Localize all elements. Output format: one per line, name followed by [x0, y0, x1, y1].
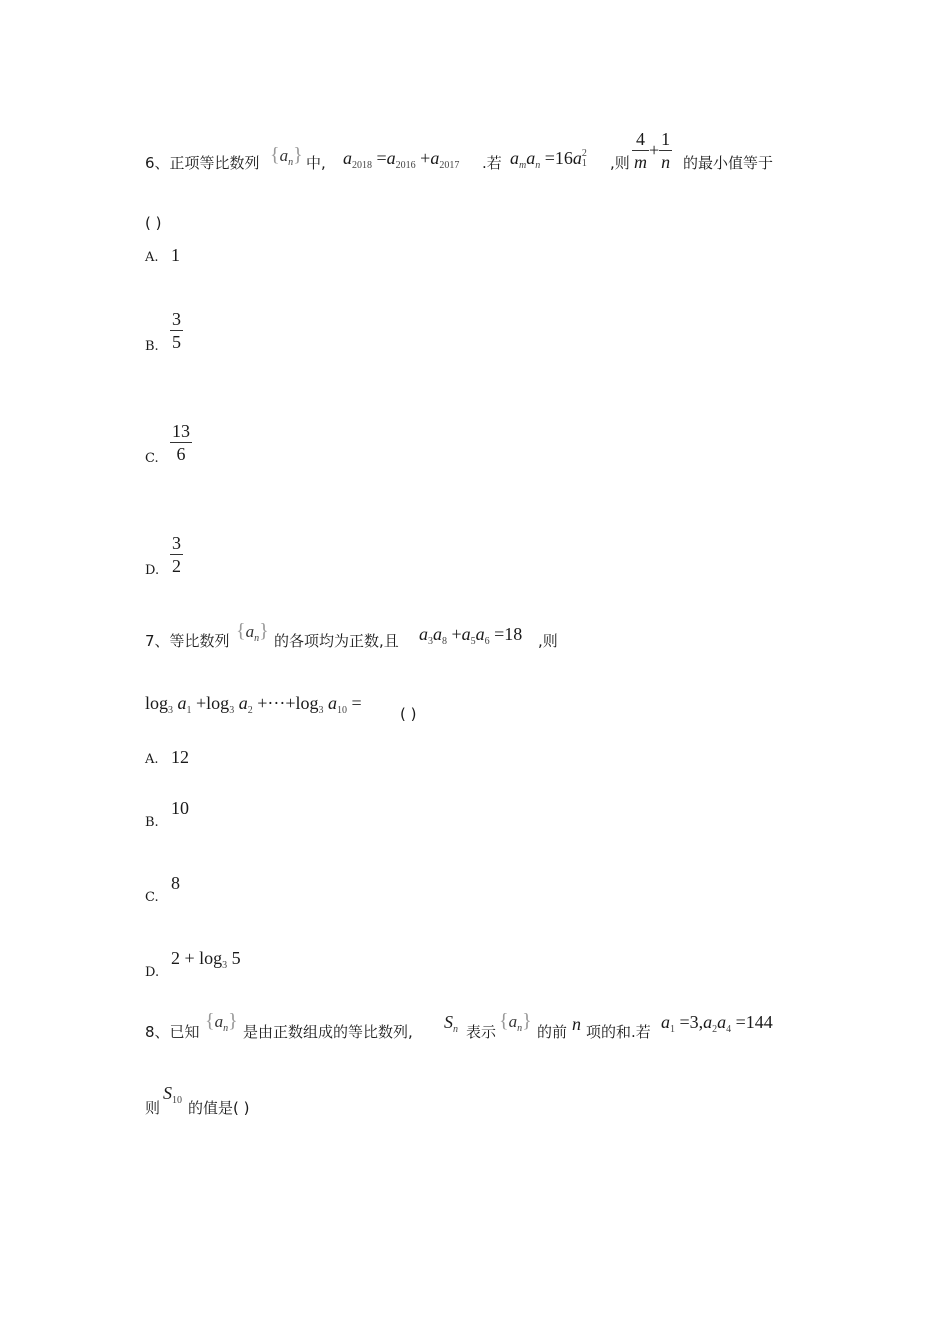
q7-number: 7、 [145, 632, 170, 650]
q6-text-1: 正项等比数列 [169, 154, 260, 172]
q6-option-b-label: B. [145, 339, 159, 354]
q6-text-3: .若 [482, 154, 502, 172]
q7-text-2: 的各项均为正数,且 [274, 632, 399, 650]
q8-sequence-an-1: $\{a_n\}$ [205, 1010, 238, 1034]
q6-option-a-label: A. [145, 250, 159, 265]
q6-option-a-value: 1 [171, 245, 180, 265]
q8-n: n [572, 1014, 581, 1034]
q8-line2-prefix: 则 [145, 1099, 161, 1117]
q7-option-b-value: 10 [171, 798, 189, 818]
q6-option-c-label: C. [145, 451, 159, 466]
q7-text-1: 等比数列 [169, 632, 230, 650]
q6-text-2: 中, [306, 154, 326, 172]
q8-text-2: 是由正数组成的等比数列, [243, 1023, 413, 1041]
q6-text-4: ,则 [610, 154, 630, 172]
q6-option-c-fraction: $\frac{13}{6}$ [172, 421, 190, 464]
q7-text-3: ,则 [538, 632, 558, 650]
q6-text-5: 的最小值等于 [683, 154, 774, 172]
q7-option-a-value: 12 [171, 747, 189, 767]
q7-sequence-an: $\{a_n\}$ [236, 620, 269, 644]
q6-line1 [145, 152, 260, 173]
q6-option-d-label: D. [145, 563, 160, 578]
q8-line2-text: 的值是( ) [188, 1099, 250, 1117]
q6-condition: $a_ma_n =16a$ 2 1 [510, 148, 587, 171]
q8-text-5: 项的和.若 [586, 1023, 651, 1041]
q6-option-b-fraction: $\frac{3}{5}$ [172, 309, 181, 352]
q7-option-c-label: C. [145, 890, 159, 905]
q8-text-3: 表示 [466, 1023, 497, 1041]
q8-sequence-an-2: $\{a_n\}$ [499, 1010, 532, 1034]
q8-number: 8、 [145, 1023, 170, 1041]
q6-expression: $\frac{4}{m}$ + $\frac{1}{n}$ [634, 129, 671, 172]
q7-option-c-value: 8 [171, 873, 180, 893]
q6-sequence-an: $\{a_n\}$ [270, 144, 303, 168]
q7-condition: $a_3a_8 +a_5a_6 =18$ [419, 624, 523, 647]
q7-log-sum: $\log_3 a_1 +\log_3$ $a_2 +\cdot\cdot\cdot+\log_3$ $a_{10}$ = [145, 693, 362, 716]
q6-number: 6、 [145, 154, 170, 172]
q8-s10: $S_{10}$ [163, 1083, 182, 1106]
q8-condition: $a_1 =3,a_2a_4 =144$ [661, 1012, 773, 1035]
q7-option-b-label: B. [145, 815, 159, 830]
q7-option-d-value: $2 + \log_3 5$ [171, 948, 241, 971]
q6-option-d-fraction: $\frac{3}{2}$ [172, 533, 181, 576]
q7-option-a-label: A. [145, 752, 159, 767]
q6-recurrence: $a_{2018} =a_{2016} +a_{2017}$ [343, 148, 460, 171]
q7-answer-paren: ( ) [400, 705, 417, 723]
q8-sn: $S_n$ [444, 1012, 458, 1035]
q8-text-4: 的前 [537, 1023, 568, 1041]
q7-line1 [145, 630, 230, 651]
q6-answer-paren: ( ) [145, 214, 162, 232]
q8-line1 [145, 1021, 200, 1042]
q7-option-d-label: D. [145, 965, 160, 980]
q8-text-1: 已知 [169, 1023, 200, 1041]
